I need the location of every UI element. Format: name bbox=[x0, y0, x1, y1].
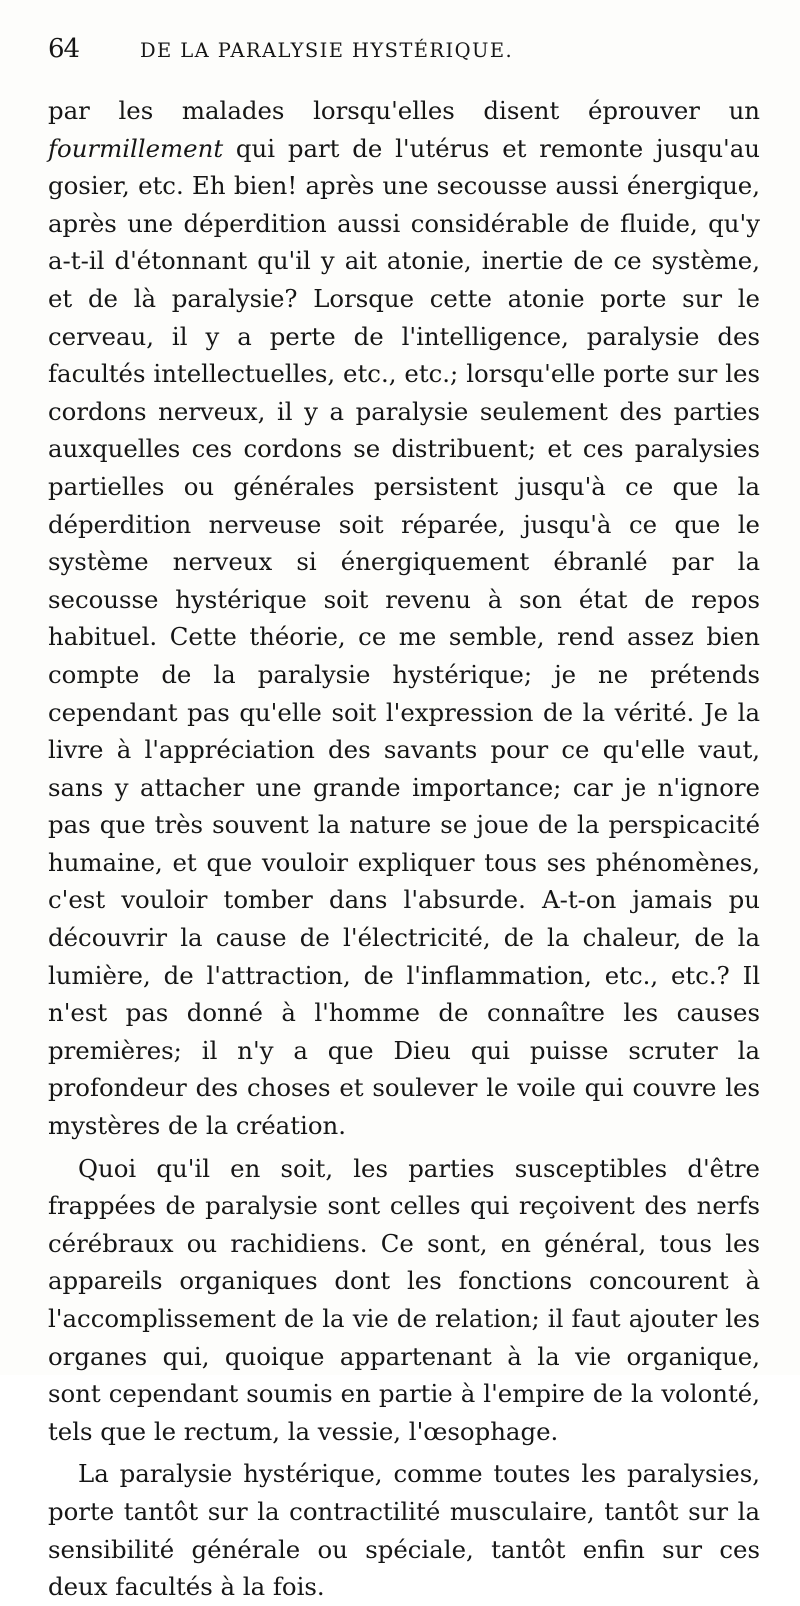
paragraph-2: Quoi qu'il en soit, les parties susceptibles d'être frappées de paralysie sont celles qui reçoivent des nerfs cérébraux ou rachidiens. Ce sont, en général, tous les appareils organiques dont les fonctions concourent à l'accomplissement de la vie de relation; il faut ajouter les organes qui, quoique appartenant à la vie organique, sont cependant soumis en partie à l'empire de la volonté, tels que le rectum, la vessie, l'œsophage. bbox=[48, 1153, 760, 1446]
paragraph-1-emphasis: fourmillement bbox=[48, 133, 224, 163]
paragraph-3: La paralysie hystérique, comme toutes les paralysies, porte tantôt sur la contractilité musculaire, tantôt sur la sensibilité générale ou spéciale, tantôt enfin sur ces deux facultés à la fois. bbox=[48, 1459, 760, 1602]
running-title: DE LA PARALYSIE HYSTÉRIQUE. bbox=[140, 39, 514, 62]
paragraph-1 bbox=[48, 92, 760, 1145]
paragraph-1-text-rest: qui part de l'utérus et remonte jusqu'au gosier, etc. Eh bien! après une secousse aussi énergique, après une déperdition aussi considérable de fluide, qu'y a-t-il d'étonnant qu'il y ait atonie, inertie de ce système, et de là paralysie? Lorsque cette atonie porte sur le cerveau, il y a perte de l'intelligence, paralysie des facultés intellectuelles, etc., etc.; lorsqu'elle porte sur les cordons nerveux, il y a paralysie seulement des parties auxquelles ces cordons se distribuent; et ces paralysies partielles ou générales persistent jusqu'à ce que la déperdition nerveuse soit réparée, jusqu'à ce que le système nerveux si énergiquement ébranlé par la secousse hystérique soit revenu à son état de repos habituel. Cette théorie, ce me semble, rend assez bien compte de la paralysie hystérique; je ne prétends cependant pas qu'elle soit l'expression de la vérité. Je la livre à l'appréciation des savants pour ce qu'elle vaut, sans y attacher une grande importance; car je n'ignore pas que très souvent la nature se joue de la perspicacité humaine, et que vouloir expliquer tous ses phénomènes, c'est vouloir tomber dans l'absurde. A-t-on jamais pu découvrir la cause de l'électricité, de la chaleur, de la lumière, de l'attraction, de l'inflammation, etc., etc.? Il n'est pas donné à l'homme de connaître les causes premières; il n'y a que Dieu qui puisse scruter la profondeur des choses et soulever le voile qui couvre les mystères de la création. bbox=[48, 133, 760, 1141]
paragraph-1-text-start: par les malades lorsqu'elles disent éprouver un bbox=[48, 96, 760, 125]
page-number: 64 bbox=[48, 34, 80, 64]
running-head bbox=[48, 34, 760, 86]
body-text bbox=[48, 92, 760, 1606]
